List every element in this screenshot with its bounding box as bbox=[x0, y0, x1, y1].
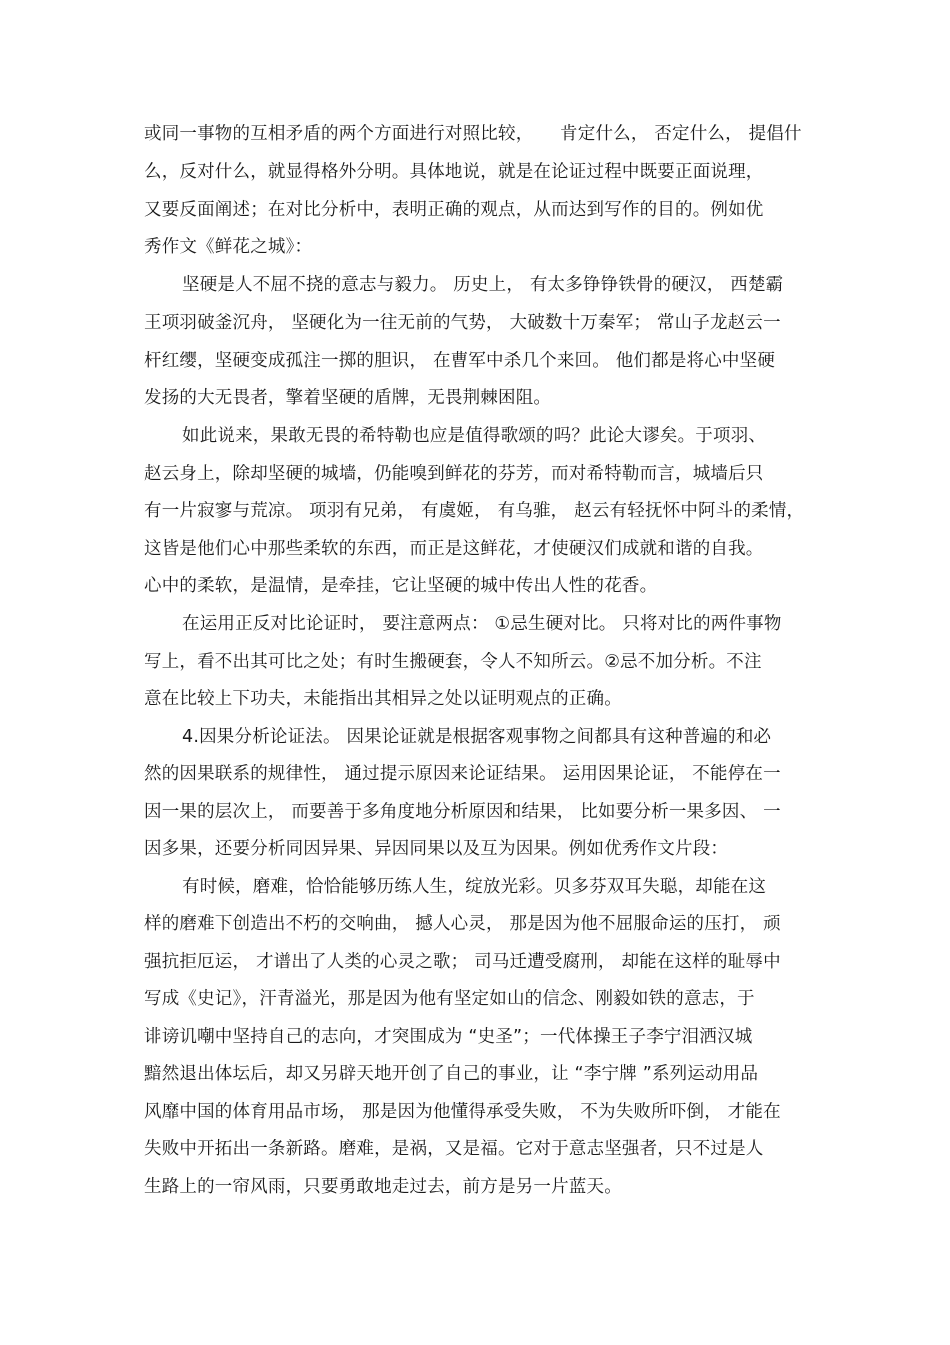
text-line: 这皆是他们心中那些柔软的东西，而正是这鲜花，才使硬汉们成就和谐的自我。 bbox=[144, 539, 764, 559]
text-line: 意在比较上下功夫，未能指出其相异之处以证明观点的正确。 bbox=[144, 689, 622, 709]
text-line: 心中的柔软，是温情，是牵挂，它让坚硬的城中传出人性的花香。 bbox=[144, 576, 658, 596]
text-line: 诽谤讥嘲中坚持自己的志向，才突围成为 “史圣”；一代体操王子李宁泪洒汉城 bbox=[144, 1027, 753, 1047]
text-line: 风靡中国的体育用品市场， 那是因为他懂得承受失败， 不为失败所吓倒， 才能在 bbox=[144, 1102, 781, 1122]
text-line: 有时候，磨难，恰恰能够历练人生，绽放光彩。贝多芬双耳失聪，却能在这 bbox=[182, 877, 767, 897]
text-line: 写上，看不出其可比之处；有时生搬硬套，令人不知所云。②忌不加分析。不注 bbox=[144, 652, 762, 672]
text-line: 失败中开拓出一条新路。磨难，是祸，又是福。它对于意志坚强者，只不过是人 bbox=[144, 1139, 764, 1159]
text-line: 发扬的大无畏者，擎着坚硬的盾牌，无畏荆棘困阻。 bbox=[144, 388, 552, 408]
text-line: 4.因果分析论证法。 因果论证就是根据客观事物之间都具有这种普遍的和必 bbox=[182, 727, 772, 747]
text-line: 强抗拒厄运， 才谱出了人类的心灵之歌； 司马迁遭受腐刑， 却能在这样的耻辱中 bbox=[144, 952, 781, 972]
text-line: 又要反面阐述；在对比分析中，表明正确的观点，从而达到写作的目的。例如优 bbox=[144, 200, 764, 220]
text-line: 有一片寂寥与荒凉。 项羽有兄弟， 有虞姬， 有乌骓， 赵云有轻抚怀中阿斗的柔情， bbox=[144, 501, 805, 521]
text-line: 在运用正反对比论证时， 要注意两点： ①忌生硬对比。 只将对比的两件事物 bbox=[182, 614, 782, 634]
text-line: 杆红缨，坚硬变成孤注一掷的胆识， 在曹军中杀几个来回。 他们都是将心中坚硬 bbox=[144, 351, 776, 371]
text-line: 或同一事物的互相矛盾的两个方面进行对照比较， 肯定什么， 否定什么， 提倡什 bbox=[144, 124, 802, 144]
text-line: 秀作文《鲜花之城》： bbox=[144, 237, 313, 257]
text-line: 如此说来，果敢无畏的希特勒也应是值得歌颂的吗？此论大谬矣。于项羽、 bbox=[182, 426, 767, 446]
text-line: 赵云身上，除却坚硬的城墙，仍能嗅到鲜花的芬芳，而对希特勒而言，城墙后只 bbox=[144, 464, 764, 484]
text-line: 然的因果联系的规律性， 通过提示原因来论证结果。 运用因果论证， 不能停在一 bbox=[144, 764, 781, 784]
text-line: 王项羽破釜沉舟， 坚硬化为一往无前的气势， 大破数十万秦军； 常山子龙赵云一 bbox=[144, 313, 781, 333]
text-line: 生路上的一帘风雨，只要勇敢地走过去，前方是另一片蓝天。 bbox=[144, 1177, 622, 1197]
text-line: 么，反对什么，就显得格外分明。具体地说，就是在论证过程中既要正面说理， bbox=[144, 162, 764, 182]
text-line: 因一果的层次上， 而要善于多角度地分析原因和结果， 比如要分析一果多因、 一 bbox=[144, 802, 781, 822]
text-line: 黯然退出体坛后，却又另辟天地开创了自己的事业，让 “李宁牌 ”系列运动用品 bbox=[144, 1064, 759, 1084]
text-line: 坚硬是人不屈不挠的意志与毅力。 历史上， 有太多铮铮铁骨的硬汉， 西楚霸 bbox=[182, 275, 784, 295]
text-line: 写成《史记》，汗青溢光，那是因为他有坚定如山的信念、刚毅如铁的意志，于 bbox=[144, 989, 755, 1009]
text-line: 因多果，还要分析同因异果、异因同果以及互为因果。例如优秀作文片段： bbox=[144, 839, 729, 859]
text-line: 样的磨难下创造出不朽的交响曲， 撼人心灵， 那是因为他不屈服命运的压打， 顽 bbox=[144, 914, 781, 934]
